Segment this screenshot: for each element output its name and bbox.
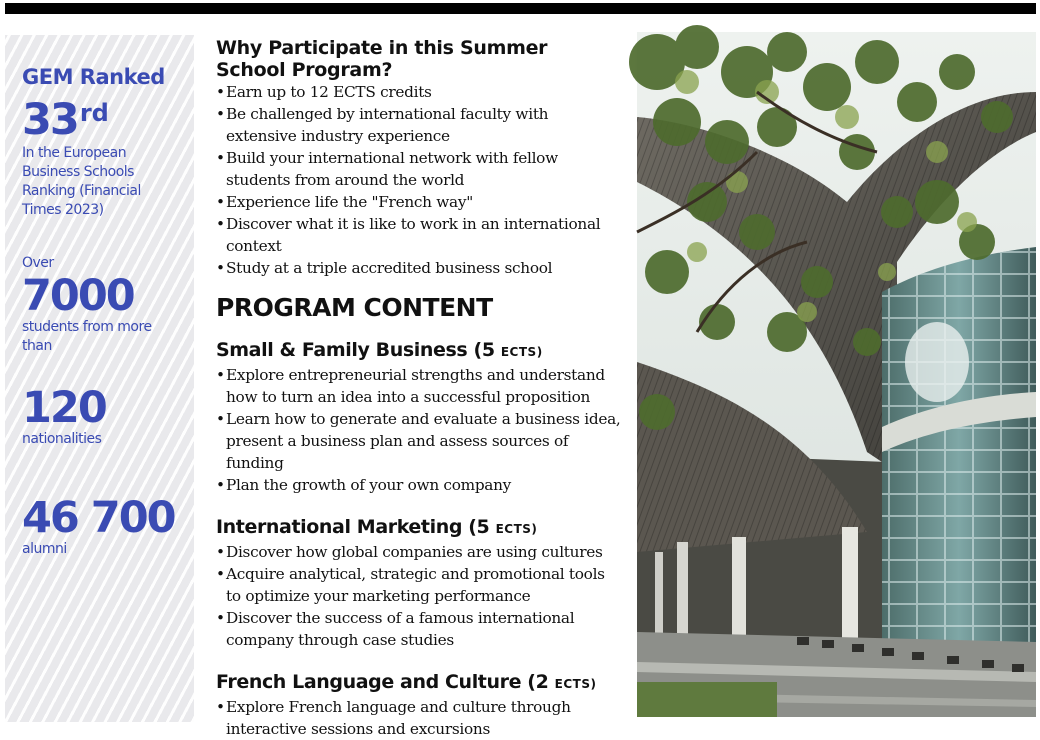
students-stat bbox=[22, 254, 187, 356]
nationalities-stat bbox=[22, 383, 187, 449]
students-desc-line: students from more bbox=[22, 319, 152, 335]
course-heading-international-marketing: International Marketing (5 ECTS) bbox=[216, 516, 538, 538]
ranked-label: GEM Ranked bbox=[22, 65, 165, 89]
course-bullet-list bbox=[216, 364, 624, 496]
students-prefix: Over bbox=[22, 255, 54, 271]
list-item: • Discover how global companies are using cultures bbox=[216, 541, 624, 563]
why-participate-heading: Why Participate in this Summer School Program? bbox=[216, 37, 548, 81]
students-number: 7000 bbox=[22, 271, 134, 321]
stats-sidebar bbox=[5, 35, 194, 722]
campus-building-photo bbox=[637, 32, 1036, 717]
list-item: • Explore entrepreneurial strengths and understand how to turn an idea into a successful proposition bbox=[216, 364, 624, 408]
rank-desc-line: Times 2023) bbox=[22, 202, 104, 218]
list-item: • Discover what it is like to work in an international context bbox=[216, 213, 624, 257]
alumni-stat bbox=[22, 493, 187, 559]
rank-number: 33 bbox=[22, 95, 78, 145]
course-heading-small-family-business: Small & Family Business (5 ECTS) bbox=[216, 339, 543, 361]
rank-stat bbox=[22, 95, 187, 220]
top-rule bbox=[5, 3, 1036, 14]
list-item: • Be challenged by international faculty with extensive industry experience bbox=[216, 103, 624, 147]
list-item: • Learn how to generate and evaluate a business idea, present a business plan and assess sources of funding bbox=[216, 408, 624, 474]
students-desc-line: than bbox=[22, 338, 52, 354]
list-item: • Discover the success of a famous international company through case studies bbox=[216, 607, 624, 651]
course-bullet-list bbox=[216, 696, 624, 740]
program-content-heading: PROGRAM CONTENT bbox=[216, 293, 493, 322]
list-item: • Study at a triple accredited business school bbox=[216, 257, 624, 279]
list-item: • Plan the growth of your own company bbox=[216, 474, 624, 496]
rank-desc-line: Business Schools bbox=[22, 164, 134, 180]
alumni-number: 46 700 bbox=[22, 493, 175, 543]
alumni-label: alumni bbox=[22, 541, 67, 557]
rank-desc-line: In the European bbox=[22, 145, 127, 161]
nationalities-label: nationalities bbox=[22, 431, 102, 447]
list-item: • Acquire analytical, strategic and promotional tools to optimize your marketing performance bbox=[216, 563, 624, 607]
list-item: • Earn up to 12 ECTS credits bbox=[216, 81, 624, 103]
rank-desc-line: Ranking (Financial bbox=[22, 183, 141, 199]
list-item: • Explore French language and culture through interactive sessions and excursions bbox=[216, 696, 624, 740]
program-description bbox=[216, 37, 624, 740]
why-bullet-list bbox=[216, 81, 624, 279]
campus-building-illustration bbox=[637, 32, 1036, 717]
course-bullet-list bbox=[216, 541, 624, 651]
nationalities-number: 120 bbox=[22, 383, 106, 433]
rank-suffix: rd bbox=[79, 99, 109, 127]
list-item: • Experience life the "French way" bbox=[216, 191, 624, 213]
list-item: • Build your international network with fellow students from around the world bbox=[216, 147, 624, 191]
course-heading-french-language-culture: French Language and Culture (2 ECTS) bbox=[216, 671, 597, 693]
